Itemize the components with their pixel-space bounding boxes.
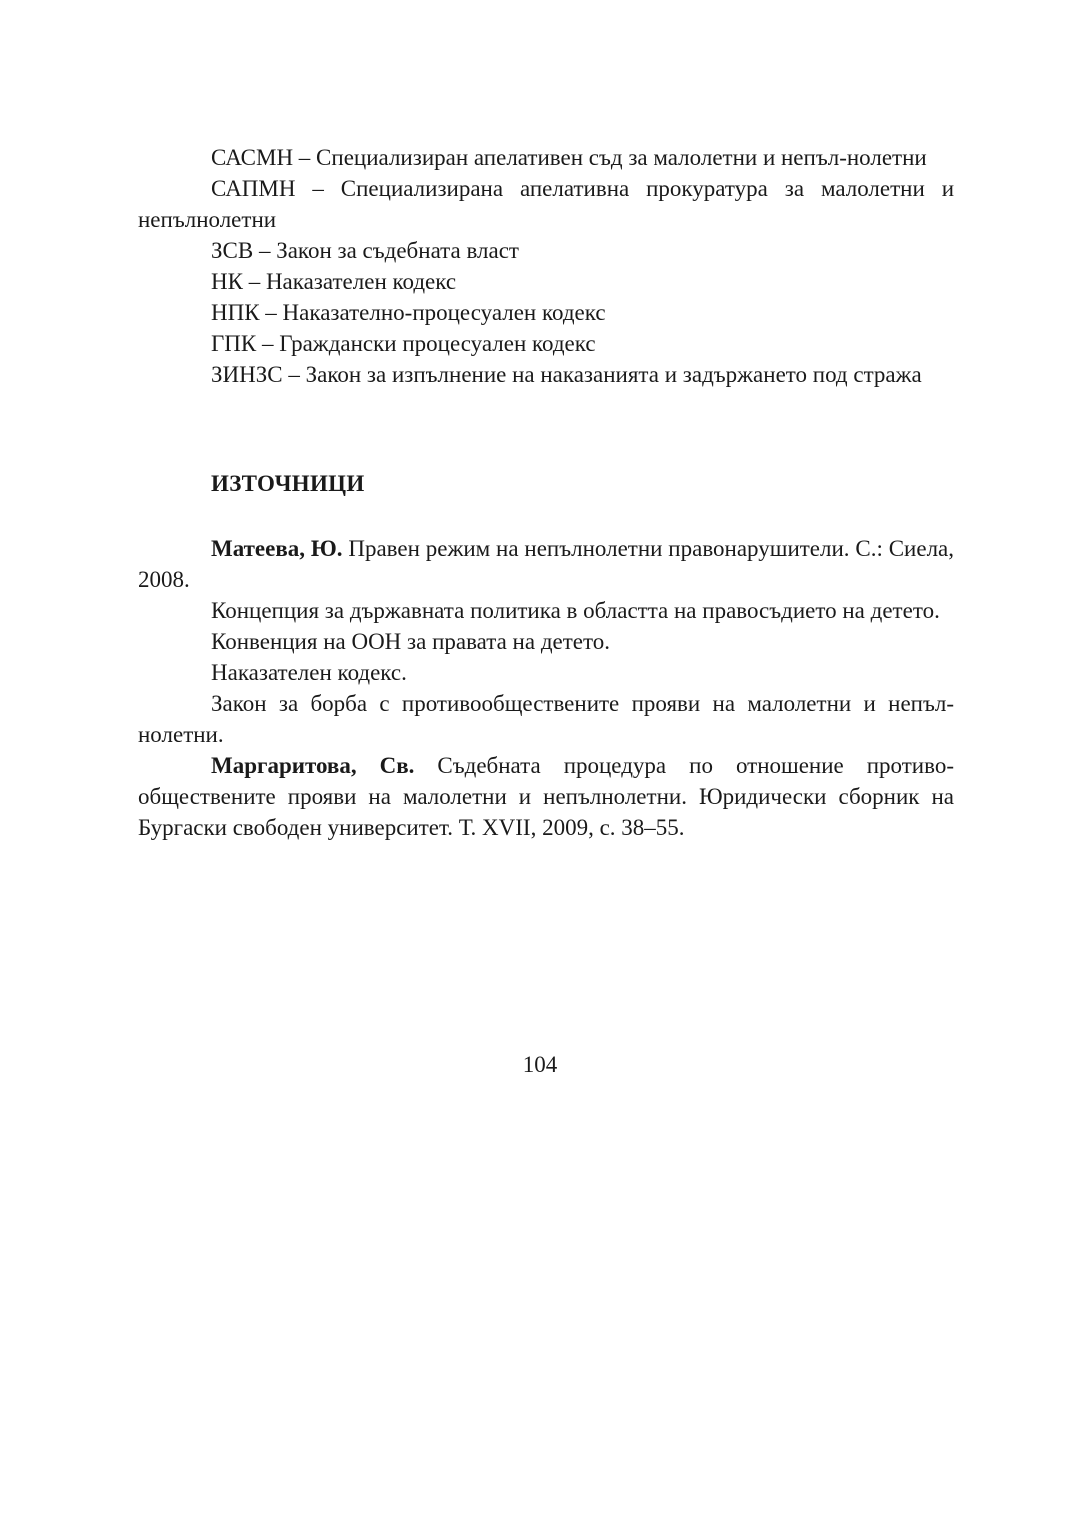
abbreviation-item: САСМН – Специализиран апелативен съд за малолетни и непъл-нолетни	[211, 145, 927, 170]
document-page	[138, 142, 954, 843]
abbreviations-list	[138, 142, 954, 390]
source-item	[138, 688, 954, 750]
source-text: Наказателен кодекс.	[211, 660, 407, 685]
source-item	[138, 626, 954, 657]
source-author: Матеева, Ю.	[211, 536, 343, 561]
abbreviation-item: ЗСВ – Закон за съдебната власт	[211, 238, 519, 263]
abbreviation-item: ЗИНЗС – Закон за изпълнение на наказанията и задържането под стража	[211, 362, 922, 387]
source-item	[138, 595, 954, 626]
abbreviation-item: НПК – Наказателно-процесуален кодекс	[211, 300, 606, 325]
source-text: Концепция за държавната политика в областта на правосъдието на детето.	[211, 598, 940, 623]
source-text: Конвенция на ООН за правата на детето.	[211, 629, 610, 654]
source-text: Закон за борба с противообществените прояви на малолетни и непъл-нолетни.	[138, 691, 954, 747]
source-item	[138, 657, 954, 688]
source-item	[138, 750, 954, 843]
source-text: Правен режим на непълнолетни правонарушители. С.: Сиела, 2008.	[138, 536, 954, 592]
source-author: Маргаритова, Св.	[211, 753, 415, 778]
sources-list	[138, 533, 954, 843]
source-text: Съдебната процедура по отношение противо-обществените прояви на малолетни и непълнолетни. Юридически сборник на Бургаски свободен университет. Т. XVII, 2009, с. 38–55.	[138, 753, 954, 840]
page-number: 104	[522, 1052, 558, 1077]
abbreviation-item: НК – Наказателен кодекс	[211, 269, 457, 294]
source-item	[138, 533, 954, 595]
sources-heading: ИЗТОЧНИЦИ	[211, 471, 365, 496]
abbreviation-item: ГПК – Граждански процесуален кодекс	[211, 331, 596, 356]
abbreviation-item: САПМН – Специализирана апелативна прокуратура за малолетни и непълнолетни	[138, 176, 954, 232]
